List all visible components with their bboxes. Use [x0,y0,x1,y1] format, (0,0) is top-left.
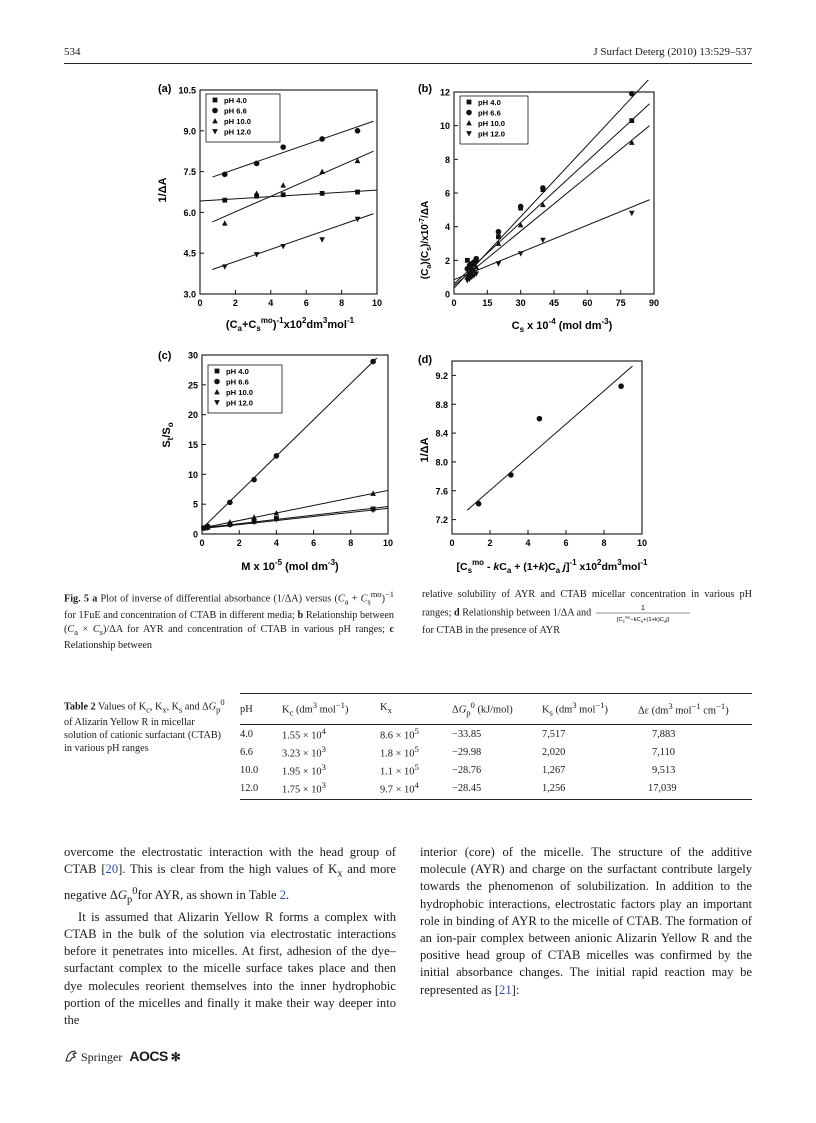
figure-caption-left: Fig. 5 a Plot of inverse of differential absorbance (1/ΔA) versus $(C_a + C_s^{mo})^{-1}$ for 1FuE and concentration of CTAB in different media; b Relationship between $(C_a \times C_s)/\Delta A$ for AYR and concentration of CTAB in various pH ranges; c Relationship between [64,589,395,652]
data-point [281,192,286,197]
data-point [465,258,470,263]
chart-a-ylabel: 1/ΔA [157,177,169,203]
fit-line [467,366,632,510]
chart-a [140,80,400,342]
header-kc: $K_c$ ($dm^3$ mol$^{-1}$) [282,700,349,718]
fit-line [454,126,650,286]
data-point [222,264,228,269]
table-row [240,779,752,797]
chart-d-ylabel: 1/ΔA [419,437,431,463]
legend-label: pH 12.0 [478,129,506,139]
cell: 10.0 [240,764,259,776]
x-tick-label: 75 [615,298,626,308]
cell: 12.0 [240,782,259,794]
springer-horse-icon [64,1049,78,1063]
cell: 6.6 [240,746,253,758]
cell: $3.23 \times 10^3$ [282,744,326,760]
chart-c-panel-label: (c) [158,350,172,362]
x-tick-label: 4 [525,538,531,548]
cell: 4.0 [240,728,253,740]
legend-label: pH 10.0 [478,119,506,128]
data-point [274,453,280,459]
y-tick-label: 0 [192,529,198,540]
y-tick-label: 8 [444,154,450,165]
y-tick-label: 3.0 [183,289,196,300]
data-point [280,144,286,150]
y-tick-label: 9.0 [183,126,196,137]
x-tick-label: 6 [311,538,317,548]
chart-b [414,80,674,342]
chart-c-xlabel: M x $10^{-5}$ (mol $dm^{-3}$) [241,558,339,573]
header-dg: $\Delta G_p^0$ (kJ/mol) [452,700,513,718]
x-tick-label: 2 [236,538,242,548]
cell: 7,517 [542,728,566,740]
y-tick-label: 8.8 [435,399,448,410]
chart-a-panel-label: (a) [158,83,172,95]
y-tick-label: 10 [187,469,198,480]
legend-label: pH 10.0 [224,117,252,126]
cell: 9,513 [652,764,676,776]
data-point [508,472,514,478]
table-row [240,761,752,779]
data-point [319,237,325,242]
cell: −33.85 [452,728,482,740]
x-tick-label: 2 [232,298,238,308]
legend-label: pH 4.0 [478,98,501,107]
y-tick-label: 7.6 [435,486,448,497]
publisher-name: Springer [81,1050,123,1064]
data-point [280,244,286,249]
cell: −29.98 [452,746,482,758]
svg-text:1: 1 [640,604,645,612]
data-point [537,416,543,422]
legend-label: pH 12.0 [224,127,252,137]
x-tick-label: 8 [339,298,345,308]
figure-caption-right-text: relative solubility of AYR and CTAB micellar concentration in various pH ranges; d Relationship between 1/ΔA and [422,589,752,618]
legend-label: pH 4.0 [226,367,249,376]
y-tick-label: 7.2 [435,515,448,526]
data-point [355,190,360,195]
y-tick-label: 30 [187,350,198,361]
x-tick-label: 30 [515,298,526,308]
x-tick-label: 2 [487,538,493,548]
aocs-mark-icon: ✻ [170,1050,181,1064]
header-de: Δε ($dm^3$ mol$^{-1}$ $cm^{-1}$) [638,701,729,717]
cell: $1.1 \times 10^5$ [380,762,419,778]
data-point [540,185,546,191]
x-tick-label: 0 [451,298,457,308]
x-tick-label: 15 [482,298,493,308]
legend-marker [214,379,220,385]
cell: $1.95 \times 10^3$ [282,762,326,778]
data-point [222,220,228,225]
header-rule [64,63,752,64]
table-row [240,725,752,743]
data-point [473,256,479,262]
cell: $9.7 \times 10^4$ [380,780,419,796]
chart-b-panel-label: (b) [418,83,433,95]
legend-marker [212,108,218,114]
plot-frame [452,361,642,534]
table-bottom-rule [240,799,752,800]
data-point [320,191,325,196]
header-ks: $K_s$ ($dm^3$ mol$^{-1}$) [542,700,609,718]
body-paragraph: interior (core) of the micelle. The structure of the additive molecule (AYR) and charge on the surfactant contribute largely towards the phenomenon of solubilization. In addition to the hydrophobic interactions, electrostatic factors play an important role in binding of AYR to the micelle of CTAB. The formation of an ion-pair complex between anionic Alizarin Yellow R and the positive head group of CTAB micelles was confirmed by the initial absorbance changes. The initial rapid reaction may be represented as [21]: [420,845,752,997]
table-row [240,743,752,761]
x-tick-label: 10 [636,538,648,548]
legend-label: pH 4.0 [224,96,247,105]
y-tick-label: 10.5 [178,85,196,96]
x-tick-label: 10 [382,538,394,548]
fit-line [212,214,373,270]
data-point [251,477,257,483]
page-number: 534 [64,46,81,58]
data-point [629,91,635,97]
x-tick-label: 10 [371,298,383,308]
data-point [222,198,227,203]
data-point [319,169,325,174]
chart-b-xlabel: $C_s$ x $10^{-4}$ (mol $dm^{-3}$) [511,317,613,334]
y-tick-label: 0 [444,289,450,300]
y-tick-label: 2 [444,255,450,266]
x-tick-label: 0 [197,298,203,308]
cell: $1.8 \times 10^5$ [380,744,419,760]
y-tick-label: 4 [444,222,450,233]
y-tick-label: 8.4 [435,428,448,439]
table-header-row [240,694,752,724]
x-tick-label: 8 [601,538,607,548]
chart-d [414,345,674,575]
data-point [222,172,228,178]
data-point [518,204,524,210]
y-tick-label: 20 [187,410,198,421]
x-tick-label: 45 [548,298,560,308]
data-point [280,182,286,187]
body-paragraph: It is assumed that Alizarin Yellow R forms a complex with CTAB in the bulk of the solution via electrostatic interactions before it penetrates into micelles. At first, adhesion of the dye–surfactant complex to the micelle surface takes place and then dye molecules reorient themselves into the inner hydrophobic portion of the micelles and finally it make their way deeper into the [64,909,396,1028]
data-point [370,359,376,365]
figure-caption-right: relative solubility of AYR and CTAB micellar concentration in various pH ranges; d Relationship between 1/ΔA and 1 $[C_s^{mo}-kC_a+(1+k)C_aj]$ for CTAB in the presence of AYR [422,589,752,636]
data-point [227,500,233,506]
y-tick-label: 10 [439,121,450,132]
legend-label: pH 6.6 [224,106,247,116]
y-tick-label: 6.0 [183,207,196,218]
y-tick-label: 7.5 [183,167,196,178]
journal-reference: J Surfact Deterg (2010) 13:529–537 [593,46,752,58]
chart-d-panel-label: (d) [418,354,433,366]
body-right-column [420,844,752,999]
fit-line [212,151,373,222]
legend-marker [466,110,472,116]
data-table [240,694,752,797]
y-tick-label: 8.0 [435,457,448,468]
data-point [476,501,482,507]
cell: 2,020 [542,746,566,758]
x-tick-label: 90 [648,298,660,308]
legend-marker [467,100,472,105]
cell: −28.45 [452,782,482,794]
table-2 [240,693,752,800]
data-point [629,118,634,123]
x-tick-label: 0 [199,538,205,548]
legend-label: pH 6.6 [478,108,501,118]
legend-label: pH 10.0 [226,388,254,397]
y-tick-label: 5 [192,499,198,510]
x-tick-label: 8 [348,538,354,548]
x-tick-label: 60 [582,298,593,308]
cell: 17,039 [648,782,677,794]
header-kx: $K_x$ [380,702,392,716]
data-point [496,229,502,235]
y-tick-label: 25 [187,380,198,391]
y-tick-label: 15 [187,440,198,450]
legend-marker [215,369,220,374]
caption-fraction [594,602,692,624]
body-paragraph: overcome the electrostatic interaction with the head group of CTAB [20]. This is clear from the high values of $K_x$ and more negative $\Delta G_p^0for$ AYR, as shown in Table 2. [64,845,397,906]
chart-a-xlabel: $(C_a+C_s^{mo})^{-1}x10^2dm^3mol^{-1}$ [225,316,355,333]
y-tick-label: 9.2 [435,370,448,381]
springer-logo [64,1048,181,1065]
y-tick-label: 4.5 [183,248,196,259]
x-tick-label: 6 [303,298,309,308]
table-caption: Table 2 Values of $K_c$, $K_x$, $K_s$ and $\Delta G_p^0$ of Alizarin Yellow R in micellar solution of cationic surfactant (CTAB) in various pH ranges [64,697,225,755]
y-tick-label: 6 [444,188,450,199]
fit-line [454,200,650,280]
data-point [355,128,361,134]
legend-label: pH 6.6 [226,377,249,387]
data-point [518,251,524,256]
chart-c [140,345,400,575]
x-tick-label: 6 [563,538,569,548]
cell: $1.55 \times 10^4$ [282,726,326,742]
data-point [254,161,260,167]
data-point [319,136,325,142]
x-tick-label: 4 [268,298,274,308]
legend-label: pH 12.0 [226,398,254,408]
legend-marker [213,98,218,103]
data-point [254,190,260,195]
data-point [618,383,624,389]
cell: −28.76 [452,764,482,776]
cell: $8.6 \times 10^5$ [380,726,419,742]
chart-d-xlabel: [$C_s^{mo} - kC_a + (1+k)C_a$ j]$^{-1}$ $x10^2dm^3mol^{-1}$ [456,558,648,575]
y-tick-label: 12 [439,87,450,98]
body-left-column [64,844,396,1029]
header-ph: pH [240,703,253,715]
cell: 7,883 [652,728,676,740]
x-tick-label: 0 [449,538,455,548]
chart-c-ylabel: $S_t/S_o$ [161,422,175,448]
cell: $1.75 \times 10^3$ [282,780,326,796]
aocs-logo: AOCS [129,1048,168,1064]
chart-b-ylabel: $(C_a)(C_s)/x10^{-7}/\Delta A$ [419,200,433,280]
data-point [496,261,502,266]
cell: 1,267 [542,764,566,776]
x-tick-label: 4 [273,538,279,548]
data-point [629,211,635,216]
cell: 7,110 [652,746,675,758]
cell: 1,256 [542,782,566,794]
svg-text:[Csmo−kCa+(1+k)Caj]: $[C_s^{mo}-kC_a+(1+k)C_aj]$ [616,614,669,624]
